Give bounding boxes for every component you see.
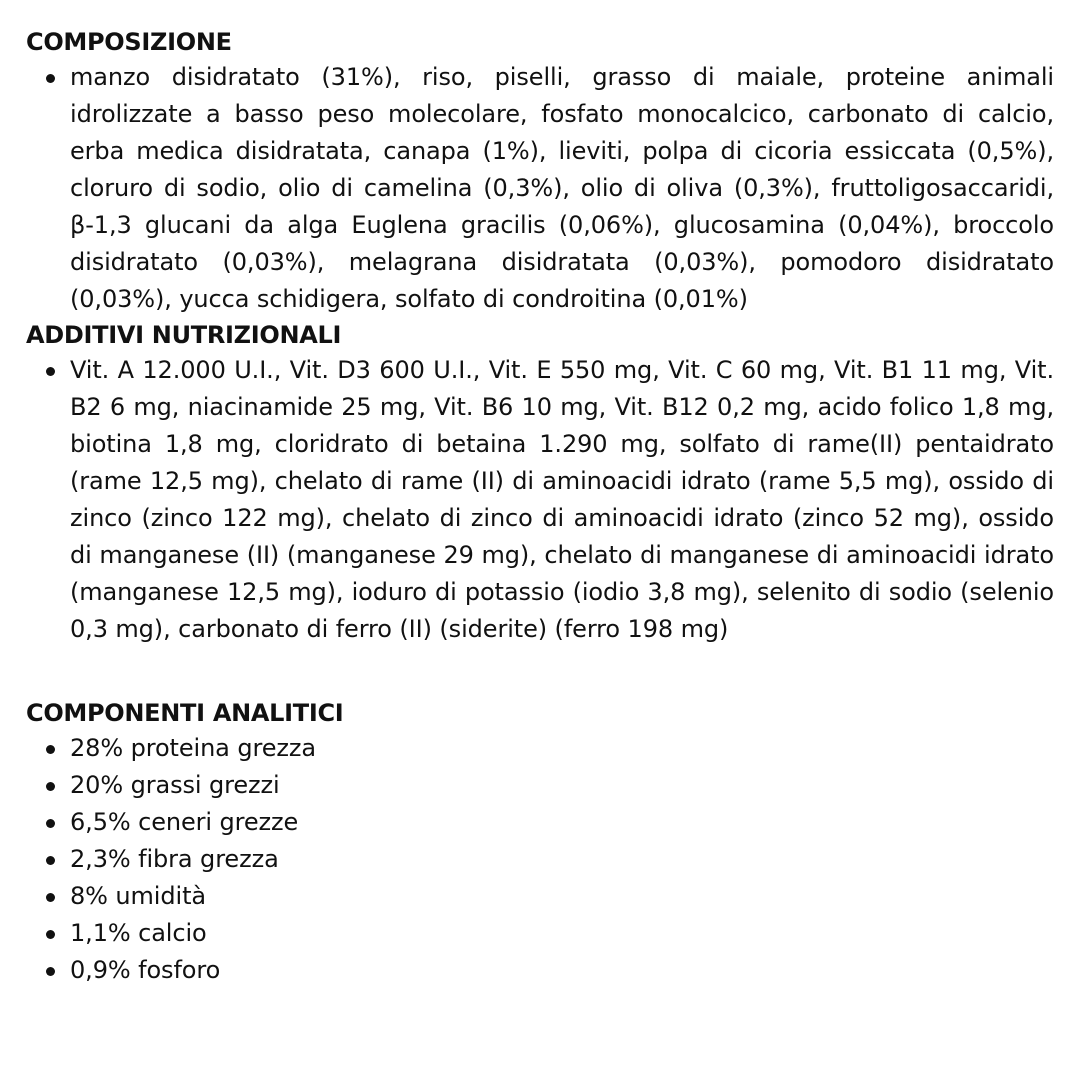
list-item: 20% grassi grezzi (70, 767, 1054, 804)
list-item: 8% umidità (70, 878, 1054, 915)
list-item: Vit. A 12.000 U.I., Vit. D3 600 U.I., Vit. E 550 mg, Vit. C 60 mg, Vit. B1 11 mg, Vit. B2 6 mg, niacinamide 25 mg, Vit. B6 10 mg, Vit. B12 0,2 mg, acido folico 1,8 mg, biotina 1,8 mg, cloridrato di betaina 1.290 mg, solfato di rame(II) pentaidrato (rame 12,5 mg), chelato di rame (II) di aminoacidi idrato (rame 5,5 mg), ossido di zinco (zinco 122 mg), chelato di zinco di aminoacidi idrato (zinco 52 mg), ossido di manganese (II) (manganese 29 mg), chelato di manganese di aminoacidi idrato (manganese 12,5 mg), ioduro di potassio (iodio 3,8 mg), selenito di sodio (selenio 0,3 mg), carbonato di ferro (II) (siderite) (ferro 198 mg) (70, 352, 1054, 648)
list-item: 0,9% fosforo (70, 952, 1054, 989)
list-item: 6,5% ceneri grezze (70, 804, 1054, 841)
additivi-list (26, 352, 1054, 648)
list-item: manzo disidratato (31%), riso, piselli, grasso di maiale, proteine animali idrolizzate a basso peso molecolare, fosfato monocalcico, carbonato di calcio, erba medica disidratata, canapa (1%), lieviti, polpa di cicoria essiccata (0,5%), cloruro di sodio, olio di camelina (0,3%), olio di oliva (0,3%), fruttoligosaccaridi, β-1,3 glucani da alga Euglena gracilis (0,06%), glucosamina (0,04%), broccolo disidratato (0,03%), melagrana disidratata (0,03%), pomodoro disidratato (0,03%), yucca schidigera, solfato di condroitina (0,01%) (70, 59, 1054, 318)
composizione-list (26, 59, 1054, 318)
componenti-heading: COMPONENTI ANALITICI (26, 699, 344, 727)
additivi-heading: ADDITIVI NUTRIZIONALI (26, 321, 342, 349)
section-spacer (26, 648, 1054, 696)
list-item: 1,1% calcio (70, 915, 1054, 952)
list-item: 2,3% fibra grezza (70, 841, 1054, 878)
composizione-heading: COMPOSIZIONE (26, 28, 232, 56)
list-item: 28% proteina grezza (70, 730, 1054, 767)
componenti-list (26, 730, 1054, 989)
